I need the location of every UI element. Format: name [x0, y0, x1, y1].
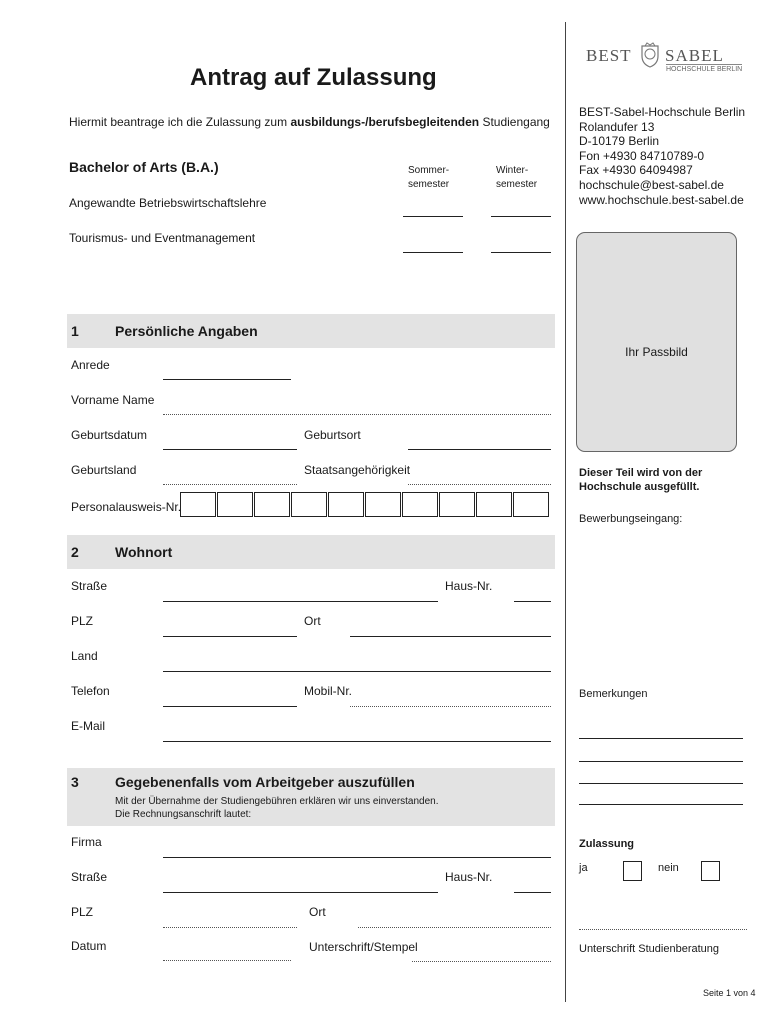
firma-ort-label: Ort [309, 905, 326, 919]
intro-text [69, 115, 550, 129]
firma-label: Firma [71, 835, 102, 849]
email-label: E-Mail [71, 719, 106, 733]
section-3-number: 3 [71, 774, 79, 790]
geburtsdatum-field[interactable] [163, 449, 297, 450]
col-winter-label [496, 164, 537, 192]
ausweis-digit-box[interactable] [402, 492, 438, 517]
unterschrift-stempel-field[interactable] [412, 961, 551, 962]
degree-title: Bachelor of Arts (B.A.) [69, 159, 219, 175]
page-title: Antrag auf Zulassung [190, 64, 437, 91]
land-field[interactable] [163, 671, 551, 672]
bemerkungen-label: Bemerkungen [579, 688, 648, 700]
program-bwl-label: Angewandte Betriebswirtschaftslehre [69, 196, 267, 210]
telefon-label: Telefon [71, 684, 110, 698]
geburtsland-field[interactable] [163, 484, 297, 485]
col-winter-l1: Winter- [496, 165, 529, 176]
ort-label: Ort [304, 614, 321, 628]
bewerbungseingang-label: Bewerbungseingang: [579, 513, 683, 525]
column-divider [565, 22, 566, 1002]
intro-bold: ausbildungs-/berufsbegleitenden [290, 115, 480, 129]
school-part-heading-line1: Dieser Teil wird von der [579, 467, 703, 479]
personalausweis-label: Personalausweis-Nr. [71, 500, 182, 514]
logo-subtitle: HOCHSCHULE BERLIN [666, 66, 743, 73]
firma-field[interactable] [163, 857, 551, 858]
land-label: Land [71, 649, 98, 663]
ausweis-digit-box[interactable] [365, 492, 401, 517]
section-2-number: 2 [71, 544, 79, 560]
mobil-label: Mobil-Nr. [304, 684, 353, 698]
address-line: Fon +4930 84710789-0 [579, 148, 705, 163]
firma-plz-label: PLZ [71, 905, 94, 919]
section-3-header [67, 768, 555, 826]
section-3-note-line2: Die Rechnungsanschrift lautet: [115, 809, 252, 820]
ort-field[interactable] [350, 636, 551, 637]
col-summer-l1: Sommer- [408, 165, 450, 176]
bemerkungen-line[interactable] [579, 738, 743, 739]
address-line: www.hochschule.best-sabel.de [579, 192, 744, 207]
anrede-label: Anrede [71, 358, 110, 372]
strasse-field[interactable] [163, 601, 438, 602]
anrede-field[interactable] [163, 379, 291, 380]
zulassung-nein-label: nein [658, 862, 679, 874]
program-tourism-winter-field[interactable] [491, 252, 551, 253]
section-1-number: 1 [71, 323, 79, 339]
firma-strasse-label: Straße [71, 870, 108, 884]
address-line: D-10179 Berlin [579, 134, 660, 149]
ausweis-digit-box[interactable] [217, 492, 253, 517]
address-line: BEST-Sabel-Hochschule Berlin [579, 105, 746, 119]
section-3-note-line1: Mit der Übernahme der Studiengebühren erklären wir uns einverstanden. [115, 796, 439, 807]
logo-text-sabel: SABEL [665, 46, 724, 65]
col-summer-l2: semester [408, 179, 450, 190]
unterschrift-stempel-label: Unterschrift/Stempel [309, 940, 418, 954]
program-tourism-summer-field[interactable] [403, 252, 463, 253]
school-part-heading-line2: Hochschule ausgefüllt. [579, 481, 700, 493]
section-2-title: Wohnort [115, 544, 173, 560]
vorname-name-field[interactable] [163, 414, 551, 415]
geburtsort-field[interactable] [408, 449, 551, 450]
firma-hausnr-label: Haus-Nr. [445, 870, 493, 884]
address-block [579, 105, 745, 207]
firma-hausnr-field[interactable] [514, 892, 551, 893]
ausweis-digit-box[interactable] [291, 492, 327, 517]
staatsangehoerigkeit-label: Staatsangehörigkeit [304, 463, 411, 477]
ausweis-digit-box[interactable] [254, 492, 290, 517]
intro-pre: Hiermit beantrage ich die Zulassung zum [69, 115, 291, 129]
bemerkungen-line[interactable] [579, 783, 743, 784]
address-line: Rolandufer 13 [579, 119, 655, 134]
photo-box[interactable] [576, 232, 737, 452]
vorname-name-label: Vorname Name [71, 393, 155, 407]
plz-label: PLZ [71, 614, 94, 628]
strasse-label: Straße [71, 579, 108, 593]
hausnr-label: Haus-Nr. [445, 579, 493, 593]
bemerkungen-line[interactable] [579, 761, 743, 762]
section-3-note [115, 795, 439, 821]
geburtsdatum-label: Geburtsdatum [71, 428, 148, 442]
ausweis-digit-box[interactable] [513, 492, 549, 517]
zulassung-nein-checkbox[interactable] [701, 861, 720, 881]
page-number: Seite 1 von 4 [703, 988, 756, 998]
unterschrift-studienberatung-label: Unterschrift Studienberatung [579, 943, 720, 955]
telefon-field[interactable] [163, 706, 297, 707]
program-bwl-summer-field[interactable] [403, 216, 463, 217]
school-part-heading [579, 466, 702, 494]
photo-label: Ihr Passbild [625, 345, 688, 359]
program-bwl-winter-field[interactable] [491, 216, 551, 217]
email-field[interactable] [163, 741, 551, 742]
zulassung-ja-checkbox[interactable] [623, 861, 642, 881]
unterschrift-studienberatung-field[interactable] [579, 929, 747, 930]
logo-text-best: BEST [586, 46, 632, 65]
staatsangehoerigkeit-field[interactable] [408, 484, 551, 485]
ausweis-digit-box[interactable] [476, 492, 512, 517]
zulassung-ja-label: ja [579, 862, 588, 874]
mobil-field[interactable] [350, 706, 551, 707]
geburtsland-label: Geburtsland [71, 463, 137, 477]
col-winter-l2: semester [496, 179, 538, 190]
section-2-header [67, 535, 555, 569]
section-1-header [67, 314, 555, 348]
ausweis-digit-box[interactable] [180, 492, 216, 517]
address-line: hochschule@best-sabel.de [579, 177, 724, 192]
datum-field[interactable] [163, 960, 291, 961]
logo [586, 46, 746, 76]
address-line: Fax +4930 64094987 [579, 163, 693, 178]
ausweis-digit-box[interactable] [328, 492, 364, 517]
section-3-title: Gegebenenfalls vom Arbeitgeber auszufüllen [115, 774, 415, 790]
section-1-title: Persönliche Angaben [115, 323, 258, 339]
geburtsort-label: Geburtsort [304, 428, 361, 442]
datum-label: Datum [71, 939, 107, 953]
ausweis-digit-box[interactable] [439, 492, 475, 517]
firma-ort-field[interactable] [358, 927, 551, 928]
hausnr-field[interactable] [514, 601, 551, 602]
crest-icon [638, 42, 662, 68]
zulassung-label: Zulassung [579, 838, 635, 850]
plz-field[interactable] [163, 636, 297, 637]
firma-plz-field[interactable] [163, 927, 297, 928]
firma-strasse-field[interactable] [163, 892, 438, 893]
bemerkungen-line[interactable] [579, 804, 743, 805]
col-summer-label [408, 164, 449, 192]
program-tourism-label: Tourismus- und Eventmanagement [69, 231, 256, 245]
intro-post: Studiengang [479, 115, 550, 129]
